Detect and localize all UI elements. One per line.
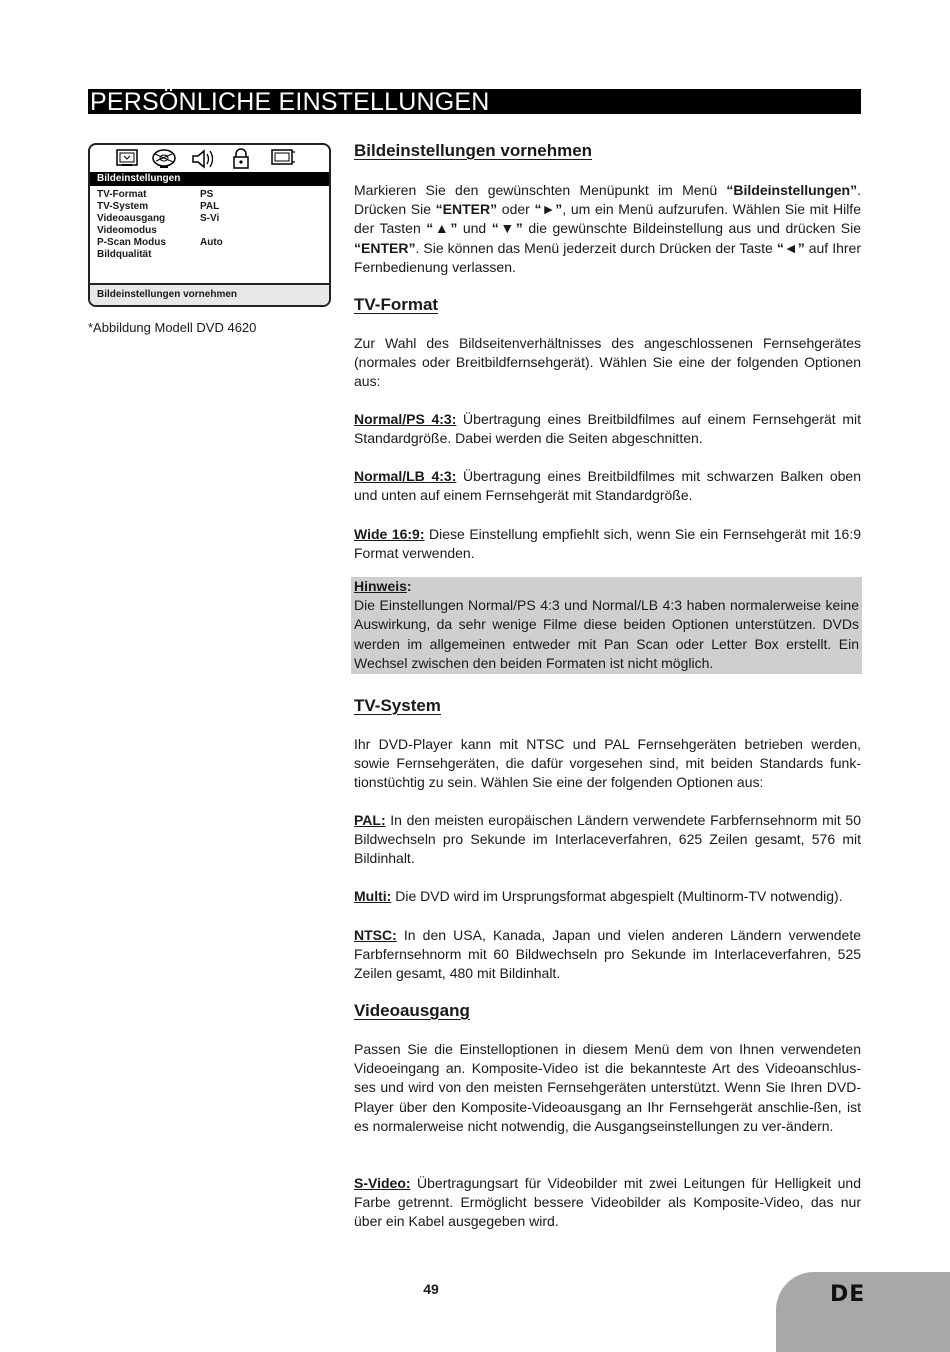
language-tab — [776, 1272, 950, 1352]
option-normal-ps: Normal/PS 4:3: Übertragung eines Breitbildfilmes auf einem Fernsehgerät mit Standardgröße. Dabei werden die Seiten abgeschnitten. — [354, 411, 862, 447]
heading-bildeinstellungen: Bildeinstellungen vornehmen — [354, 141, 593, 160]
option-normal-lb: Normal/LB 4:3: Übertragung eines Breitbildfilmes mit schwarzen Balken oben und unten auf einem Fernsehgerät mit Standardgröße. — [354, 468, 861, 504]
language-tab-label: DE — [830, 1282, 866, 1307]
menu-row-label: P-Scan Modus — [97, 237, 166, 248]
menu-row-label: TV-Format — [97, 189, 147, 200]
menu-screenshot — [88, 143, 331, 307]
menu-row-value: S-Vi — [200, 213, 220, 224]
note-text: Hinweis: Die Einstellungen Normal/PS 4:3 und Normal/LB 4:3 haben normalerweise keine Auswirkung, da sehr wenige Filme diese beiden Optionen unterstützen. DVDs werden im allgemeinen entweder mit Pan Scan oder Letter Box erstellt. Ein Wechsel zwischen den beiden Formaten ist nicht möglich. — [354, 578, 859, 671]
paragraph-tv-format-intro: Zur Wahl des Bildseitenverhältnisses des angeschlossenen Fernsehgerätes (normales oder Breitbildfernsehgerät). Wählen Sie eine der folgenden Optionen aus: — [354, 335, 861, 390]
padlock-icon — [231, 148, 251, 175]
speaker-sound-icon — [190, 148, 214, 175]
menu-row-value: PS — [200, 189, 214, 200]
paragraph-videoausgang-intro: Passen Sie die Einstelloptionen in diesem Menü dem von Ihnen verwendeten Videoeingang an. Komposite-Video ist die bekannteste Art des Videoanschlus-ses und wird von den meisten Fernsehgeräten unterstützt. Wenn Sie Ihren DVD-Player über den Komposite-Videoausgang an Ihr Fernsehgerät anschlie-ßen, ist es normalerweise nicht notwendig, die Ausgangseinstellungen zu ver-ändern. — [354, 1041, 861, 1134]
menu-rows — [97, 189, 317, 261]
heading-videoausgang: Videoausgang — [354, 1001, 470, 1020]
page-number: 49 — [423, 1281, 439, 1297]
tv-screen-icon — [116, 148, 138, 173]
menu-row-value: PAL — [200, 201, 220, 212]
menu-row-tv-system — [97, 201, 317, 213]
option-multi: Multi: Die DVD wird im Ursprungsformat abgespielt (Multinorm-TV notwendig). — [354, 888, 843, 904]
figure-caption: *Abbildung Modell DVD 4620 — [88, 320, 257, 335]
paragraph-tv-system-intro: Ihr DVD-Player kann mit NTSC und PAL Fernsehgeräten betrieben werden, sowie Fernsehgeräten, die dafür vorgesehen sind, mit beiden Standards funk-tionstüchtig zu sein. Wählen Sie eine der folgenden Optionen aus: — [354, 736, 861, 791]
menu-row-bildqualitaet — [97, 249, 317, 261]
disc-icon — [151, 148, 177, 175]
menu-row-label: Videoausgang — [97, 213, 166, 224]
menu-header: Bildeinstellungen — [90, 172, 329, 186]
menu-row-tv-format — [97, 189, 317, 201]
menu-row-p-scan — [97, 237, 317, 249]
menu-footer: Bildeinstellungen vornehmen — [90, 283, 329, 305]
menu-icon-bar — [90, 145, 329, 173]
menu-row-label: TV-System — [97, 201, 149, 212]
menu-row-label: Bildqualität — [97, 249, 152, 260]
heading-tv-system: TV-System — [354, 696, 441, 715]
menu-row-videomodus — [97, 225, 317, 237]
paragraph-bildeinstellungen: Markieren Sie den gewünschten Menüpunkt im Menü “Bildeinstellungen”. Drücken Sie “ENTER” oder “►”, um ein Menü aufzurufen. Wählen Sie mit Hilfe der Tasten “▲” und “▼” die gewünschte Bildeinstellung aus und drücken Sie “ENTER”. Sie können das Menü jederzeit durch Drücken der Taste “◄” auf Ihrer Fernbedienung verlassen. — [354, 182, 862, 275]
option-pal: PAL: In den meisten europäischen Ländern verwendete Farbfernsehnorm mit 50 Bildwechseln pro Sekunde im Interlaceverfahren, 625 Zeilen gesamt, 576 mit Bildinhalt. — [354, 812, 861, 867]
option-ntsc: NTSC: In den USA, Kanada, Japan und vielen anderen Ländern verwendete Farbfernsehnorm mit 60 Bildwechseln pro Sekunde im Interlaceverfahren, 525 Zeilen gesamt, 480 mit Bildinhalt. — [354, 927, 861, 982]
menu-row-videoausgang — [97, 213, 317, 225]
option-s-video: S-Video: Übertragungsart für Videobilder mit zwei Leitungen für Helligkeit und Farbe getrennt. Ermöglicht bessere Videobilder als Komposite-Video, das nur über ein Kabel ausgegeben wird. — [354, 1175, 861, 1230]
menu-row-value: Auto — [200, 237, 223, 248]
note-box — [351, 577, 862, 674]
heading-tv-format: TV-Format — [354, 295, 439, 314]
menu-row-label: Videomodus — [97, 225, 157, 236]
page-title: PERSÖNLICHE EINSTELLUNGEN — [88, 89, 861, 114]
display-monitor-icon — [270, 148, 296, 173]
option-wide: Wide 16:9: Diese Einstellung empfiehlt sich, wenn Sie ein Fernsehgerät mit 16:9 Format verwenden. — [354, 526, 862, 562]
